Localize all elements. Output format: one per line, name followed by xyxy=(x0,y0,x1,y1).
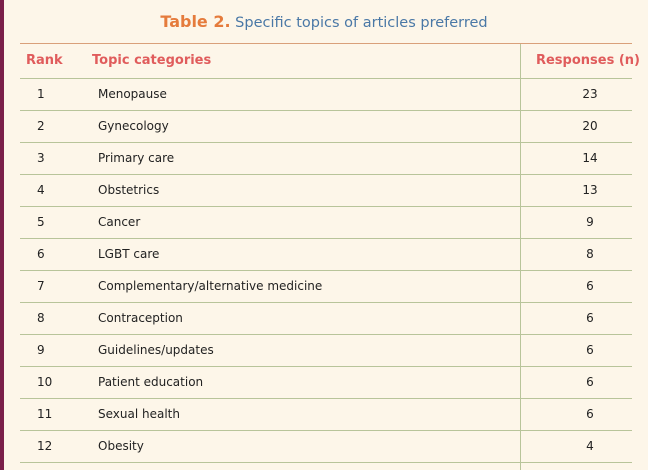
header-rank: Rank xyxy=(26,53,63,68)
cell-rank: 4 xyxy=(37,183,45,197)
table-row xyxy=(20,366,632,398)
table-title xyxy=(0,12,648,33)
cell-responses: 9 xyxy=(586,215,594,229)
cell-topic: Contraception xyxy=(98,311,183,325)
cell-topic: Sexual health xyxy=(98,407,180,421)
cell-responses: 8 xyxy=(586,247,594,261)
cell-responses: 13 xyxy=(582,183,598,197)
cell-topic: Obstetrics xyxy=(98,183,160,197)
table-row xyxy=(20,206,632,238)
header-topic-categories: Topic categories xyxy=(92,53,212,68)
cell-topic: Complementary/alternative medicine xyxy=(98,279,323,293)
table-caption-text: Specific topics of articles preferred xyxy=(235,15,488,31)
left-accent-bar xyxy=(0,0,4,470)
cell-topic: Obesity xyxy=(98,439,144,453)
cell-topic: LGBT care xyxy=(98,247,160,261)
cell-topic: Primary care xyxy=(98,151,175,165)
header-responses: Responses (n) xyxy=(535,53,640,68)
cell-responses: 6 xyxy=(586,311,594,325)
cell-responses: 6 xyxy=(586,343,594,357)
cell-rank: 7 xyxy=(37,279,45,293)
table-header-row xyxy=(20,44,640,78)
table-number-label: Table 2. xyxy=(160,12,231,31)
cell-rank: 1 xyxy=(37,87,45,101)
cell-rank: 5 xyxy=(37,215,45,229)
cell-topic: Patient education xyxy=(98,375,204,389)
table-row xyxy=(20,110,632,142)
cell-rank: 2 xyxy=(37,119,45,133)
cell-responses: 6 xyxy=(586,407,594,421)
cell-responses: 23 xyxy=(582,87,598,101)
cell-responses: 14 xyxy=(582,151,598,165)
cell-responses: 6 xyxy=(586,279,594,293)
table-row xyxy=(20,270,632,302)
table-row xyxy=(20,238,632,270)
cell-responses: 4 xyxy=(586,439,594,453)
cell-topic: Menopause xyxy=(98,87,167,101)
table-row xyxy=(20,398,632,430)
table-row xyxy=(20,174,632,206)
table-row xyxy=(20,302,632,334)
cell-rank: 10 xyxy=(37,375,53,389)
table-row xyxy=(20,78,632,110)
table-row xyxy=(20,142,632,174)
table-row xyxy=(20,430,632,462)
cell-rank: 9 xyxy=(37,343,45,357)
cell-rank: 11 xyxy=(37,407,53,421)
table-bottom-rule xyxy=(20,462,632,463)
cell-topic: Cancer xyxy=(98,215,141,229)
cell-topic: Gynecology xyxy=(98,119,169,133)
cell-responses: 20 xyxy=(582,119,598,133)
table-row xyxy=(20,334,632,366)
cell-responses: 6 xyxy=(586,375,594,389)
table-body xyxy=(20,78,632,462)
cell-rank: 12 xyxy=(37,439,53,453)
cell-topic: Guidelines/updates xyxy=(98,343,214,357)
cell-rank: 8 xyxy=(37,311,45,325)
cell-rank: 3 xyxy=(37,151,45,165)
cell-rank: 6 xyxy=(37,247,45,261)
